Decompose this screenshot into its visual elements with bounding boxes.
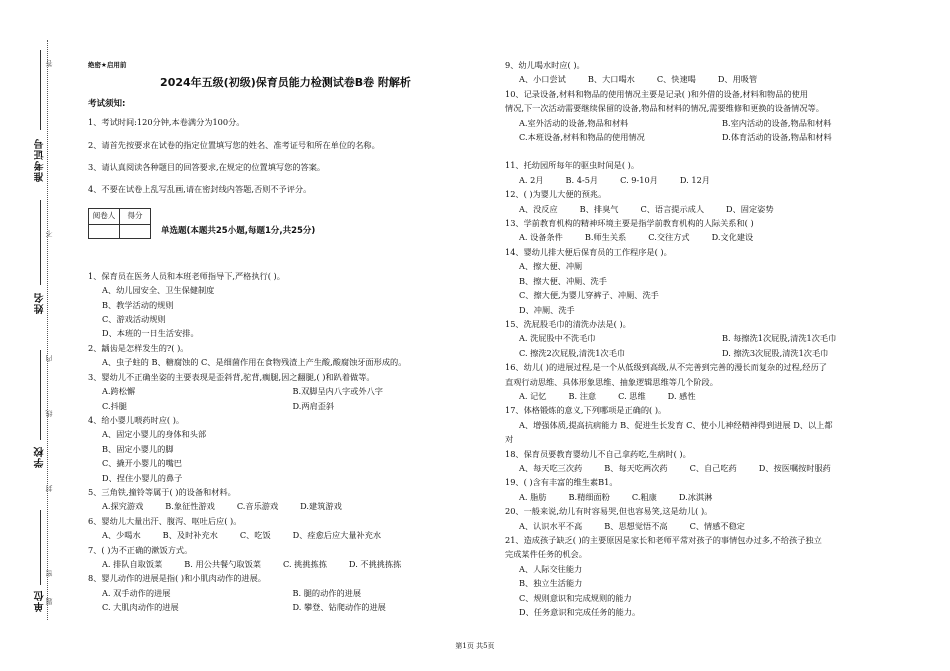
question-item bbox=[505, 403, 925, 446]
answer-option: D. 12月 bbox=[679, 174, 710, 185]
answer-option: D.两肩歪斜 bbox=[292, 400, 335, 411]
answer-option: D、任务意识和完成任务的能力。 bbox=[519, 607, 641, 618]
exam-number-line bbox=[40, 50, 41, 130]
answer-option: C.抖腿 bbox=[102, 400, 127, 411]
question-item bbox=[505, 360, 925, 403]
question-stem: 2、龋齿是怎样发生的?( )。 bbox=[88, 342, 189, 353]
question-stem: 16、幼儿( )的进展过程,是一个从低级到高级,从不完善到完善的漫长而复杂的过程,经历了 bbox=[505, 362, 827, 373]
question-item bbox=[88, 269, 483, 341]
score-table bbox=[88, 208, 151, 238]
question-stem-continued: 直观行动思维、具体形象思维、抽象逻辑思维等几个阶段。 bbox=[505, 376, 718, 387]
question-stem: 11、托幼园所每年的驱虫时间是( )。 bbox=[505, 160, 640, 171]
question-stem: 15、洗屁股毛巾的清洗办法是( )。 bbox=[505, 318, 631, 329]
exam-number-label: 准考证号 bbox=[35, 138, 46, 182]
answer-option: B.双脚呈内八字或外八字 bbox=[292, 386, 383, 397]
binding-margin bbox=[0, 0, 60, 671]
option-row bbox=[505, 116, 925, 130]
answer-option: B、擦大便、冲厕、洗手 bbox=[519, 275, 607, 286]
answer-option: B.室内活动的设备,物品和材料 bbox=[722, 117, 832, 128]
seal-line bbox=[47, 40, 48, 620]
option-row bbox=[505, 461, 925, 475]
answer-option: C、擦大便,为婴儿穿裤子、冲厕、洗手 bbox=[519, 290, 659, 301]
option-row bbox=[88, 557, 483, 571]
question-stem: 17、体格锻炼的意义,下列哪项是正确的( )。 bbox=[505, 405, 667, 416]
notice-item: 1、考试时间:120分钟,本卷满分为100分。 bbox=[88, 117, 245, 128]
question-item bbox=[505, 58, 925, 87]
right-column bbox=[505, 58, 925, 619]
answer-option: B、大口喝水 bbox=[587, 74, 635, 85]
answer-option: B. 注意 bbox=[568, 390, 597, 401]
seal-mark: 内 bbox=[45, 355, 53, 362]
answer-option: D.冰淇淋 bbox=[678, 491, 713, 502]
answer-option: C、快速喝 bbox=[656, 74, 696, 85]
school-label: 学校 bbox=[35, 446, 46, 468]
secret-mark: 绝密★启用前 bbox=[88, 61, 127, 69]
question-item bbox=[505, 447, 925, 476]
answer-option: A.跨松懈 bbox=[102, 386, 136, 397]
question-list-right bbox=[505, 58, 925, 619]
question-stem: 20、一般来说,幼儿有时容易哭,但也容易笑,这是幼儿( )。 bbox=[505, 506, 713, 517]
question-item bbox=[505, 533, 925, 619]
question-stem: 19、( )含有丰富的维生素B1。 bbox=[505, 477, 618, 488]
answer-option: A、没反应 bbox=[519, 203, 558, 214]
question-item bbox=[505, 158, 925, 187]
answer-option: A、小口尝试 bbox=[519, 74, 566, 85]
question-item bbox=[88, 543, 483, 572]
score-section bbox=[88, 205, 483, 239]
answer-option: C.本班设备,材料和物品的使用情况 bbox=[519, 132, 645, 143]
question-stem: 21、造成孩子缺乏( )的主要原因是家长和老师平常对孩子的事情包办过多,不给孩子独立 bbox=[505, 535, 822, 545]
name-label: 姓名 bbox=[35, 292, 46, 314]
reviewer-cell[interactable] bbox=[89, 224, 120, 238]
answer-option: D.文化建设 bbox=[711, 232, 754, 243]
option-row bbox=[88, 399, 483, 413]
question-item bbox=[505, 475, 925, 504]
answer-option: B. 4-5月 bbox=[565, 174, 599, 185]
answer-option: A、擦大便、冲厕 bbox=[519, 261, 583, 272]
option-row bbox=[88, 600, 483, 614]
question-list-left bbox=[88, 269, 483, 615]
option-row bbox=[505, 72, 925, 86]
answer-option: C、情感不稳定 bbox=[689, 520, 745, 531]
answer-option: D.建筑游戏 bbox=[300, 501, 342, 512]
answer-option: A、人际交往能力 bbox=[519, 563, 583, 574]
answer-option: D、按医嘱按时服药 bbox=[758, 462, 831, 473]
seal-mark: 题 bbox=[45, 598, 53, 605]
school-line bbox=[40, 350, 41, 440]
answer-option: A.室外活动的设备,物品和材料 bbox=[519, 117, 629, 128]
question-item bbox=[505, 216, 925, 245]
option-row bbox=[505, 230, 925, 244]
question-stem: 8、婴儿动作的进展是指( )和小肌肉动作的进展。 bbox=[88, 573, 266, 584]
answer-option: B. 腿的动作的进展 bbox=[292, 587, 362, 598]
exam-title: 2024年五级(初级)保育员能力检测试卷B卷 附解析 bbox=[160, 76, 411, 90]
notice-heading: 考试须知: bbox=[88, 98, 126, 109]
answer-option: D. 攀登、钻爬动作的进展 bbox=[292, 602, 386, 613]
answer-option: D. 感性 bbox=[667, 390, 696, 401]
answer-option: C. 思维 bbox=[618, 390, 646, 401]
answer-option: B、教学活动的规则 bbox=[102, 299, 174, 310]
answer-option: C. 大肌肉动作的进展 bbox=[102, 602, 179, 613]
question-stem-continued: 对 bbox=[505, 434, 514, 445]
question-item bbox=[505, 245, 925, 317]
question-stem: 5、三角铁,撞铃等属于( )的设备和材料。 bbox=[88, 486, 236, 497]
question-item bbox=[88, 370, 483, 413]
notice-item: 2、请首先按要求在试卷的指定位置填写您的姓名、准考证号和所在单位的名称。 bbox=[88, 139, 380, 150]
seal-mark: 封 bbox=[45, 485, 53, 492]
question-stem: 9、幼儿喝水时应( )。 bbox=[505, 60, 585, 70]
section-title: 单选题(本题共25小题,每题1分,共25分) bbox=[161, 226, 316, 237]
answer-option: D.体育活动的设备,物品和材料 bbox=[722, 132, 832, 143]
option-row bbox=[88, 586, 483, 600]
answer-option: D、痊愈后应大量补充水 bbox=[292, 530, 382, 541]
answer-option: A. 记忆 bbox=[519, 390, 547, 401]
question-item bbox=[505, 187, 925, 216]
answer-option: B.师生关系 bbox=[584, 232, 627, 243]
exam-notice bbox=[88, 97, 483, 197]
answer-option: A、增强体质,提高抗病能力 B、促进生长发育 C、使小儿神经精神得到进展 D、以上都 bbox=[519, 419, 833, 430]
answer-option: A.探究游戏 bbox=[102, 501, 144, 512]
question-item bbox=[505, 87, 925, 145]
option-row bbox=[505, 202, 925, 216]
question-stem: 10、记录设备,材料和物品的使用情况主要是记录( )和外借的设备,材料和物品的使用 bbox=[505, 88, 808, 99]
answer-option: B、固定小婴儿的脚 bbox=[102, 443, 174, 454]
seal-mark: 不 bbox=[45, 230, 53, 237]
score-header: 得分 bbox=[120, 209, 151, 224]
option-row bbox=[505, 490, 925, 504]
answer-option: C. 挑挑拣拣 bbox=[282, 558, 327, 569]
question-stem-continued: 情况,下一次活动需要继续保留的设备,物品和材料的情况,需要维修和更换的设备情况等。 bbox=[505, 103, 824, 114]
answer-option: A. 2月 bbox=[519, 174, 544, 185]
answer-option: C. 擦洗2次屁股,清洗1次毛巾 bbox=[519, 347, 626, 358]
answer-option: D、冲厕、洗手 bbox=[519, 304, 575, 315]
answer-option: C、自己吃药 bbox=[689, 462, 737, 473]
answer-option: D、用吸管 bbox=[717, 74, 758, 85]
question-item bbox=[88, 413, 483, 485]
option-row bbox=[505, 346, 925, 360]
option-row bbox=[88, 499, 483, 513]
answer-option: D. 擦洗3次屁股,清洗1次毛巾 bbox=[722, 347, 829, 358]
question-item bbox=[88, 571, 483, 614]
option-row bbox=[505, 389, 925, 403]
page-footer: 第1页 共5页 bbox=[455, 642, 495, 650]
name-line bbox=[40, 200, 41, 285]
answer-option: C、游戏活动规则 bbox=[102, 314, 166, 325]
question-stem: 18、保育员要教育婴幼儿不自己拿药吃,生病时( )。 bbox=[505, 448, 691, 459]
question-item bbox=[88, 514, 483, 543]
answer-option: A、每天吃三次药 bbox=[519, 462, 583, 473]
answer-option: B. 用公共餐勺取饭菜 bbox=[184, 558, 261, 569]
answer-option: A. 设备条件 bbox=[519, 232, 563, 243]
question-stem: 3、婴幼儿不正确坐姿的主要表现是歪斜背,驼背,瘸腿,因之翻腿,( )和趴着做等。 bbox=[88, 371, 375, 382]
question-item bbox=[88, 341, 483, 370]
answer-option: C、语言提示成人 bbox=[640, 203, 705, 214]
option-row bbox=[505, 331, 925, 345]
answer-option: A、幼儿园安全、卫生保健制度 bbox=[102, 285, 215, 296]
left-column bbox=[88, 58, 483, 615]
option-row bbox=[88, 528, 483, 542]
seal-mark: 答 bbox=[45, 60, 53, 67]
answer-option: A. 洗屁股中不洗毛巾 bbox=[519, 333, 596, 344]
question-stem: 7、( )为不正确的漱饭方式。 bbox=[88, 544, 193, 555]
answer-option: B、排臭气 bbox=[579, 203, 619, 214]
unit-line bbox=[40, 510, 41, 585]
answer-option: C、撬开小婴儿的嘴巴 bbox=[102, 458, 182, 469]
answer-option: A. 双手动作的进展 bbox=[102, 587, 171, 598]
score-cell[interactable] bbox=[120, 224, 151, 238]
answer-option: A、固定小婴儿的身体和头部 bbox=[102, 429, 207, 440]
answer-option: C. 9-10月 bbox=[620, 174, 658, 185]
question-item bbox=[88, 485, 483, 514]
unit-label: 单位 bbox=[35, 590, 46, 612]
answer-option: B.精细面粉 bbox=[568, 491, 610, 502]
question-stem: 13、学前教育机构的精神环境主要是指学前教育机构的人际关系和( ) bbox=[505, 218, 754, 229]
option-row bbox=[88, 384, 483, 398]
reviewer-header: 阅卷人 bbox=[89, 209, 120, 224]
notice-item: 4、不要在试卷上乱写乱画,请在密封线内答题,否则不予评分。 bbox=[88, 184, 312, 195]
seal-mark: 密 bbox=[45, 570, 53, 577]
answer-option: A、认识水平不高 bbox=[519, 520, 583, 531]
question-stem: 4、给小婴儿喂药时应( )。 bbox=[88, 414, 185, 425]
option-row bbox=[505, 519, 925, 533]
answer-option: C.音乐游戏 bbox=[236, 501, 279, 512]
question-item bbox=[505, 317, 925, 360]
answer-option: D、固定姿势 bbox=[726, 203, 774, 214]
question-stem: 12、( )为婴儿大便的预兆。 bbox=[505, 189, 607, 200]
question-item bbox=[505, 504, 925, 533]
answer-option: D、本班的一日生活安排。 bbox=[102, 328, 199, 339]
answer-option: A. 排队自取饭菜 bbox=[102, 558, 163, 569]
answer-option: C、规则意识和完成规则的能力 bbox=[519, 592, 632, 603]
answer-option: B. 每擦洗1次屁股,清洗1次毛巾 bbox=[722, 333, 837, 344]
question-stem-continued: 完成某件任务的机会。 bbox=[505, 549, 587, 560]
question-stem: 6、婴幼儿大量出汗、腹泻、呕吐后应( )。 bbox=[88, 515, 242, 526]
option-row bbox=[505, 130, 925, 144]
answer-option: A、少喝水 bbox=[102, 530, 141, 541]
question-stem: 1、保育员在医务人员和本班老师指导下,严格执行( )。 bbox=[88, 270, 285, 281]
answer-option: D. 不挑挑拣拣 bbox=[348, 558, 402, 569]
answer-option: A、虫子蛀的 B、糖腐蚀的 C、是细菌作用在食物残渣上产生酸,酸腐蚀牙面形成的。 bbox=[102, 357, 407, 368]
answer-option: D、捏住小婴儿的鼻子 bbox=[102, 472, 183, 483]
answer-option: C、吃饭 bbox=[239, 530, 271, 541]
answer-option: B、独立生活能力 bbox=[519, 578, 583, 589]
question-stem: 14、婴幼儿排大便后保育员的工作程序是( )。 bbox=[505, 246, 672, 257]
answer-option: C.粗康 bbox=[631, 491, 657, 502]
notice-item: 3、请认真阅读各种题目的回答要求,在规定的位置填写您的答案。 bbox=[88, 162, 326, 173]
answer-option: A. 脂肪 bbox=[519, 491, 547, 502]
seal-mark: 线 bbox=[45, 410, 53, 417]
answer-option: B、及时补充水 bbox=[162, 530, 218, 541]
answer-option: B、思想觉悟不高 bbox=[604, 520, 668, 531]
option-row bbox=[505, 173, 925, 187]
answer-option: B.象征性游戏 bbox=[165, 501, 215, 512]
answer-option: C.交往方式 bbox=[648, 232, 690, 243]
answer-option: B、每天吃两次药 bbox=[604, 462, 668, 473]
